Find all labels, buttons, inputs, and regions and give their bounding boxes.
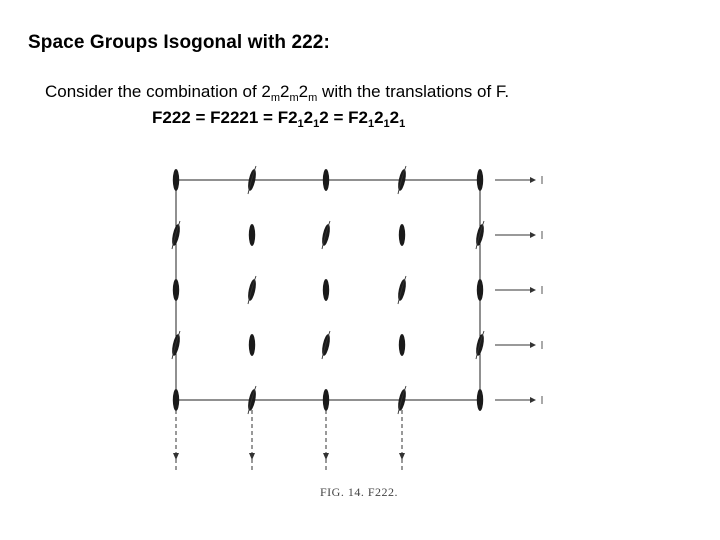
twofold-axis-symbol (477, 389, 483, 411)
twofold-axis-symbol (249, 334, 255, 356)
symmetry-diagram (150, 155, 560, 485)
vertical-axis-arrow-head (399, 453, 405, 460)
axis-arrow-head (530, 397, 536, 403)
twofold-axis-symbol (173, 279, 179, 301)
twofold-axis-symbol (247, 279, 258, 302)
description-text: Consider the combination of $2_m2_m2_m$ with the translations of F. (45, 82, 510, 104)
axis-arrow-head (530, 342, 536, 348)
twofold-axis-symbol (477, 169, 483, 191)
twofold-axis-symbol (475, 224, 486, 247)
axis-arrow-head (530, 287, 536, 293)
twofold-axis-symbol (323, 279, 329, 301)
axis-arrow-head (530, 177, 536, 183)
twofold-axis-symbol (475, 334, 486, 357)
axis-arrow-head (530, 232, 536, 238)
twofold-axis-symbol (173, 169, 179, 191)
twofold-axis-symbol (399, 224, 405, 246)
twofold-axis-symbol (173, 389, 179, 411)
twofold-axis-symbol (477, 279, 483, 301)
vertical-axis-arrow-head (249, 453, 255, 460)
twofold-axis-symbol (323, 389, 329, 411)
twofold-axis-symbol (321, 224, 332, 247)
slide-title: Space Groups Isogonal with 222: (28, 32, 330, 53)
twofold-axis-symbol (171, 334, 182, 357)
twofold-axis-symbol (399, 334, 405, 356)
vertical-axis-arrow-head (323, 453, 329, 460)
figure-caption: FIG. 14. F222. (320, 485, 399, 499)
twofold-axis-symbol (323, 169, 329, 191)
twofold-axis-symbol (321, 334, 332, 357)
twofold-axis-symbol (171, 224, 182, 247)
twofold-axis-symbol (397, 279, 408, 302)
space-group-equation: $F222 = F2221 = F2_12_12 = F2_12_12_1$ (152, 108, 406, 130)
twofold-axis-symbol (249, 224, 255, 246)
vertical-axis-arrow-head (173, 453, 179, 460)
